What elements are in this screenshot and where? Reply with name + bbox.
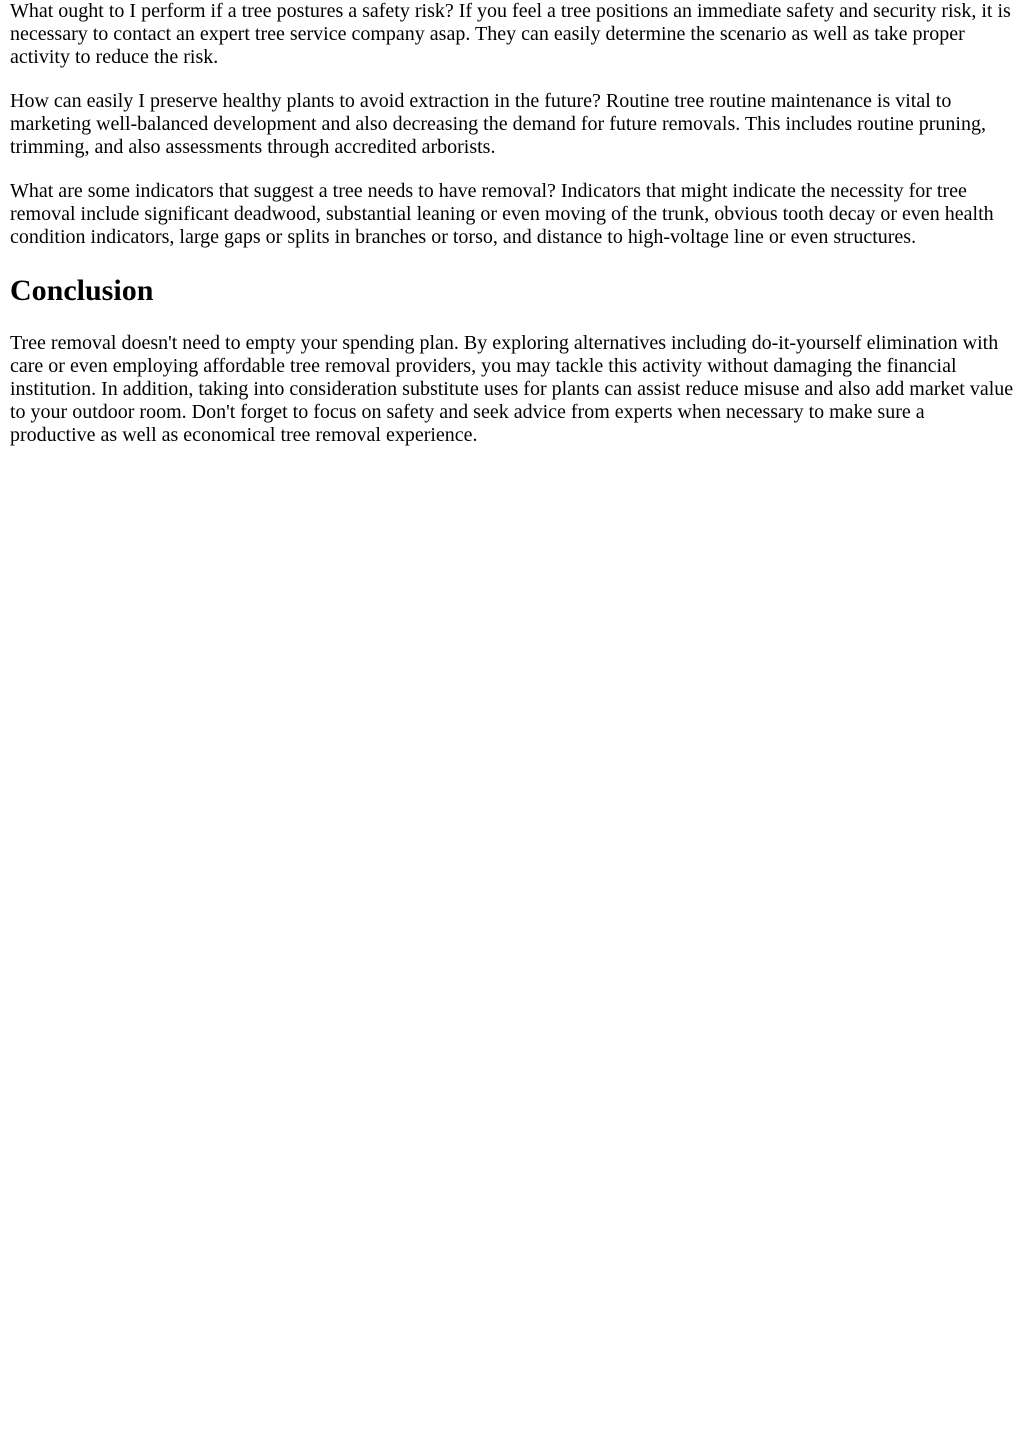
faq-paragraph-preserve-healthy-plants: How can easily I preserve healthy plants to avoid extraction in the future? Routine tree routine maintenance is vital to marketing well-balanced development and also decreasing the demand for future removals. This includes routine pruning, trimming, and also assessments through accredited arborists. <box>10 90 986 158</box>
conclusion-heading: Conclusion <box>10 274 154 307</box>
faq-paragraph-removal-indicators: What are some indicators that suggest a tree needs to have removal? Indicators that might indicate the necessity for tree removal include significant deadwood, substantial leaning or even moving of the trunk, obvious tooth decay or even health condition indicators, large gaps or splits in branches or torso, and distance to high-voltage line or even structures. <box>10 180 994 248</box>
faq-paragraph-safety-risk: What ought to I perform if a tree postures a safety risk? If you feel a tree positions an immediate safety and security risk, it is necessary to contact an expert tree service company asap. They can easily determine the scenario as well as take proper activity to reduce the risk. <box>10 0 1011 68</box>
article-body <box>10 0 1014 447</box>
conclusion-paragraph: Tree removal doesn't need to empty your spending plan. By exploring alternatives including do-it-yourself elimination with care or even employing affordable tree removal providers, you may tackle this activity without damaging the financial institution. In addition, taking into consideration substitute uses for plants can assist reduce misuse and also add market value to your outdoor room. Don't forget to focus on safety and seek advice from experts when necessary to make sure a productive as well as economical tree removal experience. <box>10 332 1014 446</box>
